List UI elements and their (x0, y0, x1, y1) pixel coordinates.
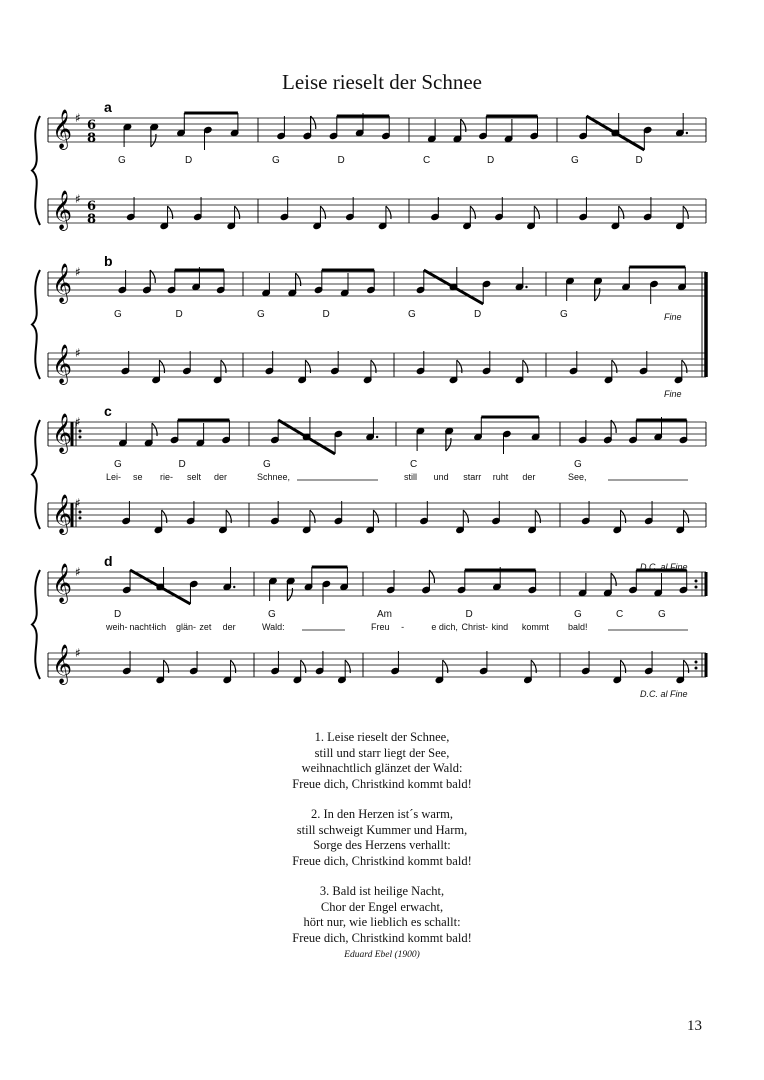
treble-clef-icon: 𝄞 (52, 644, 73, 684)
chord-symbol: G (408, 309, 416, 320)
treble-clef-icon: 𝄞 (52, 563, 73, 603)
lyric-syllable: Wald: (262, 622, 285, 632)
time-signature-top: 6 (87, 118, 97, 133)
chord-symbol: G (658, 609, 666, 620)
repeat-dot (695, 661, 698, 664)
chord-symbol: D (487, 155, 495, 166)
lyric-syllable: ruht (492, 472, 509, 482)
dc-al-fine-marking: D.C. al Fine (640, 562, 688, 572)
note-dot (376, 436, 378, 438)
verse-2 (0, 807, 764, 869)
lyric-syllable: der (214, 472, 228, 482)
repeat-dot (695, 586, 698, 589)
verse-line: 1. Leise rieselt der Schnee, (314, 730, 450, 744)
fine-marking: Fine (664, 389, 682, 399)
lyric-syllable: lich (152, 622, 167, 632)
chord-symbol: G (263, 459, 271, 470)
chord-symbol: D (322, 309, 330, 320)
dc-al-fine-marking: D.C. al Fine (640, 689, 688, 699)
sharp-key-signature-icon: ♯ (75, 415, 81, 429)
treble-clef-icon: 𝄞 (52, 109, 73, 149)
chord-symbol: D (175, 309, 183, 320)
lyric-syllable: nacht- (129, 622, 155, 632)
note-dot (686, 132, 688, 134)
chord-symbol: G (118, 155, 126, 166)
verse-line: weihnachtlich glänzet der Wald: (301, 761, 463, 775)
note-beam (586, 116, 644, 150)
note-dot (233, 586, 235, 588)
chord-symbol: G (272, 155, 280, 166)
sharp-key-signature-icon: ♯ (75, 496, 81, 510)
repeat-dot (79, 430, 82, 433)
note-beam (130, 570, 190, 604)
chord-symbol: D (114, 609, 122, 620)
sharp-key-signature-icon: ♯ (75, 192, 81, 206)
chord-symbol: G (574, 609, 582, 620)
system-brace (32, 270, 40, 379)
lyric-syllable: starr (463, 472, 482, 482)
chord-symbol: G (560, 309, 568, 320)
chord-symbol: D (465, 609, 473, 620)
chord-symbol: C (616, 609, 624, 620)
chord-symbol: Am (377, 609, 392, 620)
chord-symbol: D (337, 155, 345, 166)
repeat-dot (79, 517, 82, 520)
verse-line: 2. In den Herzen ist´s warm, (311, 807, 453, 821)
verse-line: Sorge des Herzens verhallt: (313, 838, 451, 852)
verse-line: Freue dich, Christkind kommt bald! (292, 853, 472, 868)
chord-symbol: G (574, 459, 582, 470)
song-title: Leise rieselt der Schnee (282, 70, 482, 94)
lyric-syllable: e dich, (431, 622, 458, 632)
sharp-key-signature-icon: ♯ (75, 565, 81, 579)
lyric-syllable: se (133, 472, 143, 482)
verse-line: Chor der Engel erwacht, (320, 899, 444, 914)
page-number: 13 (687, 1018, 702, 1034)
system-brace (32, 116, 40, 225)
fine-marking: Fine (664, 312, 682, 322)
chord-symbol: G (114, 309, 122, 320)
chord-symbol: D (474, 309, 482, 320)
treble-clef-icon: 𝄞 (52, 190, 73, 230)
chord-symbol: D (635, 155, 643, 166)
lyric-syllable: selt (187, 472, 202, 482)
lyric-syllable: der (222, 622, 236, 632)
sharp-key-signature-icon: ♯ (75, 646, 81, 660)
treble-clef-icon: 𝄞 (52, 344, 73, 384)
verse-line: still und starr liegt der See, (314, 745, 450, 760)
lyric-syllable: Lei- (106, 472, 122, 482)
sharp-key-signature-icon: ♯ (75, 265, 81, 279)
section-label: d (104, 553, 113, 569)
lyric-syllable: Freu (371, 622, 390, 632)
time-signature-bottom: 8 (87, 131, 97, 146)
lyric-syllable: Schnee, (257, 472, 291, 482)
lyric-syllable: bald! (568, 622, 588, 632)
system-brace (32, 420, 40, 529)
treble-clef-icon: 𝄞 (52, 494, 73, 534)
lyric-syllable: - (401, 622, 405, 632)
chord-symbol: G (268, 609, 276, 620)
lyric-syllable: weih- (106, 622, 128, 632)
note-beam (278, 420, 335, 454)
lyric-syllable: See, (568, 472, 587, 482)
lyric-syllable: zet (199, 622, 212, 632)
section-label: a (104, 99, 112, 115)
repeat-dot (79, 436, 82, 439)
chord-symbol: D (185, 155, 193, 166)
treble-clef-icon: 𝄞 (52, 263, 73, 303)
chord-symbol: C (423, 155, 431, 166)
author-credit: Eduard Ebel (1900) (344, 950, 420, 960)
chord-symbol: G (114, 459, 122, 470)
verse-line: hört nur, wie lieblich es schallt: (303, 915, 461, 929)
chord-symbol: G (257, 309, 265, 320)
verse-3 (0, 884, 764, 946)
sharp-key-signature-icon: ♯ (75, 346, 81, 360)
lyric-syllable: kind (491, 622, 509, 632)
verse-line: still schweigt Kummer und Harm, (296, 822, 468, 837)
verse-line: 3. Bald ist heilige Nacht, (319, 884, 445, 898)
note-dot (525, 286, 527, 288)
time-signature-top: 6 (87, 199, 97, 214)
repeat-dot (695, 580, 698, 583)
chord-symbol: C (410, 459, 418, 470)
verse-line: Freue dich, Christkind kommt bald! (292, 930, 472, 945)
note-beam (424, 270, 483, 304)
lyric-syllable: kommt (521, 622, 549, 632)
repeat-dot (79, 511, 82, 514)
system-brace (32, 570, 40, 679)
repeat-dot (695, 667, 698, 670)
chord-symbol: D (178, 459, 186, 470)
chord-symbol: G (571, 155, 579, 166)
sharp-key-signature-icon: ♯ (75, 111, 81, 125)
section-label: c (104, 403, 112, 419)
lyric-syllable: glän- (176, 622, 197, 632)
lyrics-block (0, 730, 764, 964)
lyric-syllable: still (404, 472, 417, 482)
section-label: b (104, 253, 113, 269)
time-signature-bottom: 8 (87, 212, 97, 227)
lyric-syllable: und (433, 472, 449, 482)
lyric-syllable: Christ- (461, 622, 488, 632)
verse-line: Freue dich, Christkind kommt bald! (292, 776, 472, 791)
treble-clef-icon: 𝄞 (52, 413, 73, 453)
lyric-syllable: der (522, 472, 536, 482)
lyric-syllable: rie- (160, 472, 173, 482)
verse-1 (0, 730, 764, 792)
